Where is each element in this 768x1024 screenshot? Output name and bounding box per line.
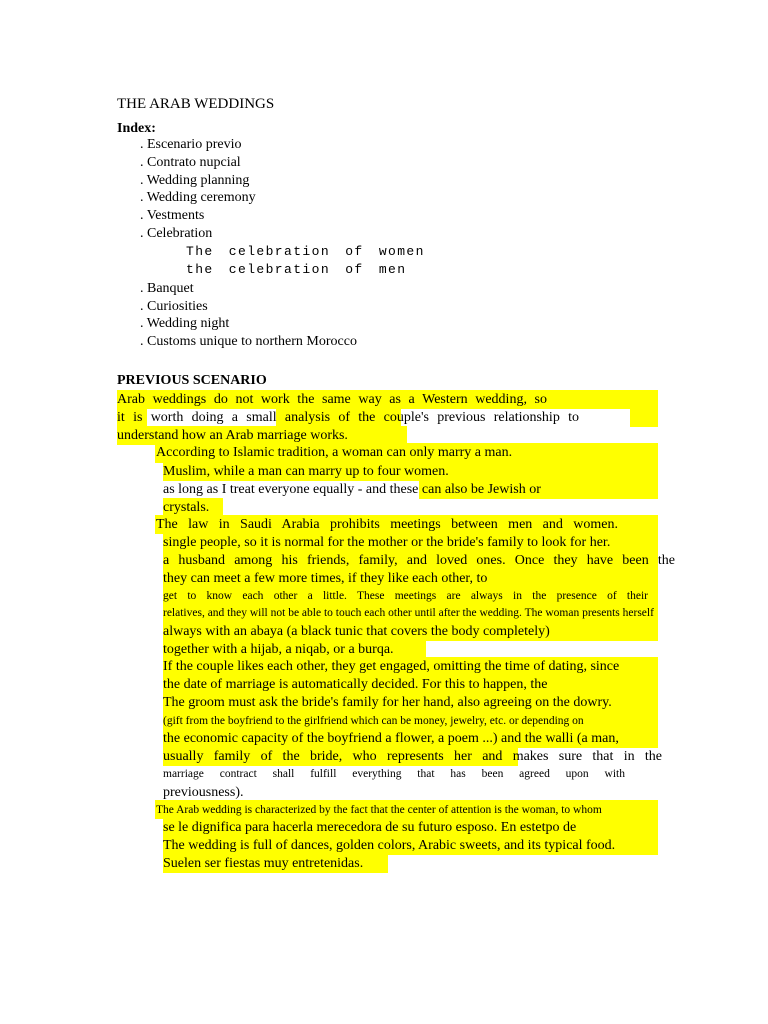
index-item: . Contrato nupcial — [140, 155, 241, 170]
bullet-line: usually family of the bride, who represents her and makes sure that in the — [163, 749, 662, 764]
bullet-line: relatives, and they will not be able to touch each other until after the wedding. The woman presents herself — [163, 607, 654, 619]
bullet-line: a husband among his friends, family, and loved ones. Once they have been the — [163, 553, 675, 568]
index-label: Index: — [117, 121, 156, 136]
bullet-line: The groom must ask the bride's family for her hand, also agreeing on the dowry. — [163, 695, 612, 710]
bullet-line: If the couple likes each other, they get engaged, omitting the time of dating, since — [163, 659, 620, 674]
bullet-line: se le dignifica para hacerla merecedora de su futuro esposo. En estetpo de — [163, 820, 577, 835]
bullet-line: The law in Saudi Arabia prohibits meetings between men and women. — [156, 517, 618, 532]
paragraph-line: understand how an Arab marriage works. — [117, 428, 348, 443]
bullet-line: the date of marriage is automatically decided. For this to happen, the — [163, 677, 548, 692]
index-item: . Wedding night — [140, 316, 230, 331]
bullet-line: crystals. — [163, 500, 210, 515]
index-subitem: the celebration of men — [186, 262, 407, 277]
bullet-line: always with an abaya (a black tunic that covers the body completely) — [163, 624, 550, 639]
bullet-line: marriage contract shall fulfill everything that has been agreed upon with — [163, 768, 625, 780]
bullet-line: Muslim, while a man can marry up to four women. — [163, 464, 449, 479]
index-subitem: The celebration of women — [186, 244, 425, 259]
bullet-line: single people, so it is normal for the mother or the bride's family to look for her. — [163, 535, 611, 550]
index-item: . Vestments — [140, 208, 205, 223]
bullet-line: together with a hijab, a niqab, or a burqa. — [163, 642, 394, 657]
bullet-line: they can meet a few more times, if they like each other, to — [163, 571, 488, 586]
paragraph-line: Arab weddings do not work the same way as a Western wedding, so — [117, 392, 547, 407]
paragraph-line: it is worth doing a small analysis of the couple's previous relationship to — [117, 410, 579, 425]
bullet-line: the economic capacity of the boyfriend a flower, a poem ...) and the walli (a man, — [163, 731, 619, 746]
bullet-line: as long as I treat everyone equally - and these can also be Jewish or — [163, 482, 541, 497]
document-title: THE ARAB WEDDINGS — [117, 96, 275, 112]
bullet-line: get to know each other a little. These meetings are always in the presence of their — [163, 590, 648, 602]
bullet-line: The wedding is full of dances, golden colors, Arabic sweets, and its typical food. — [163, 838, 616, 853]
index-item: . Customs unique to northern Morocco — [140, 334, 357, 349]
bullet-line: previousness). — [163, 785, 244, 800]
index-item: . Celebration — [140, 226, 213, 241]
bullet-line: Suelen ser fiestas muy entretenidas. — [163, 856, 364, 871]
bullet-line: According to Islamic tradition, a woman can only marry a man. — [156, 445, 513, 460]
index-item: . Banquet — [140, 281, 194, 296]
index-item: . Curiosities — [140, 299, 208, 314]
bullet-line: The Arab wedding is characterized by the fact that the center of attention is the woman, to whom — [156, 804, 602, 816]
index-item: . Wedding planning — [140, 173, 250, 188]
highlight — [630, 408, 658, 427]
index-item: . Escenario previo — [140, 137, 242, 152]
section-heading: PREVIOUS SCENARIO — [117, 373, 267, 388]
index-item: . Wedding ceremony — [140, 190, 256, 205]
bullet-line: (gift from the boyfriend to the girlfriend which can be money, jewelry, etc. or depending on — [163, 715, 584, 727]
